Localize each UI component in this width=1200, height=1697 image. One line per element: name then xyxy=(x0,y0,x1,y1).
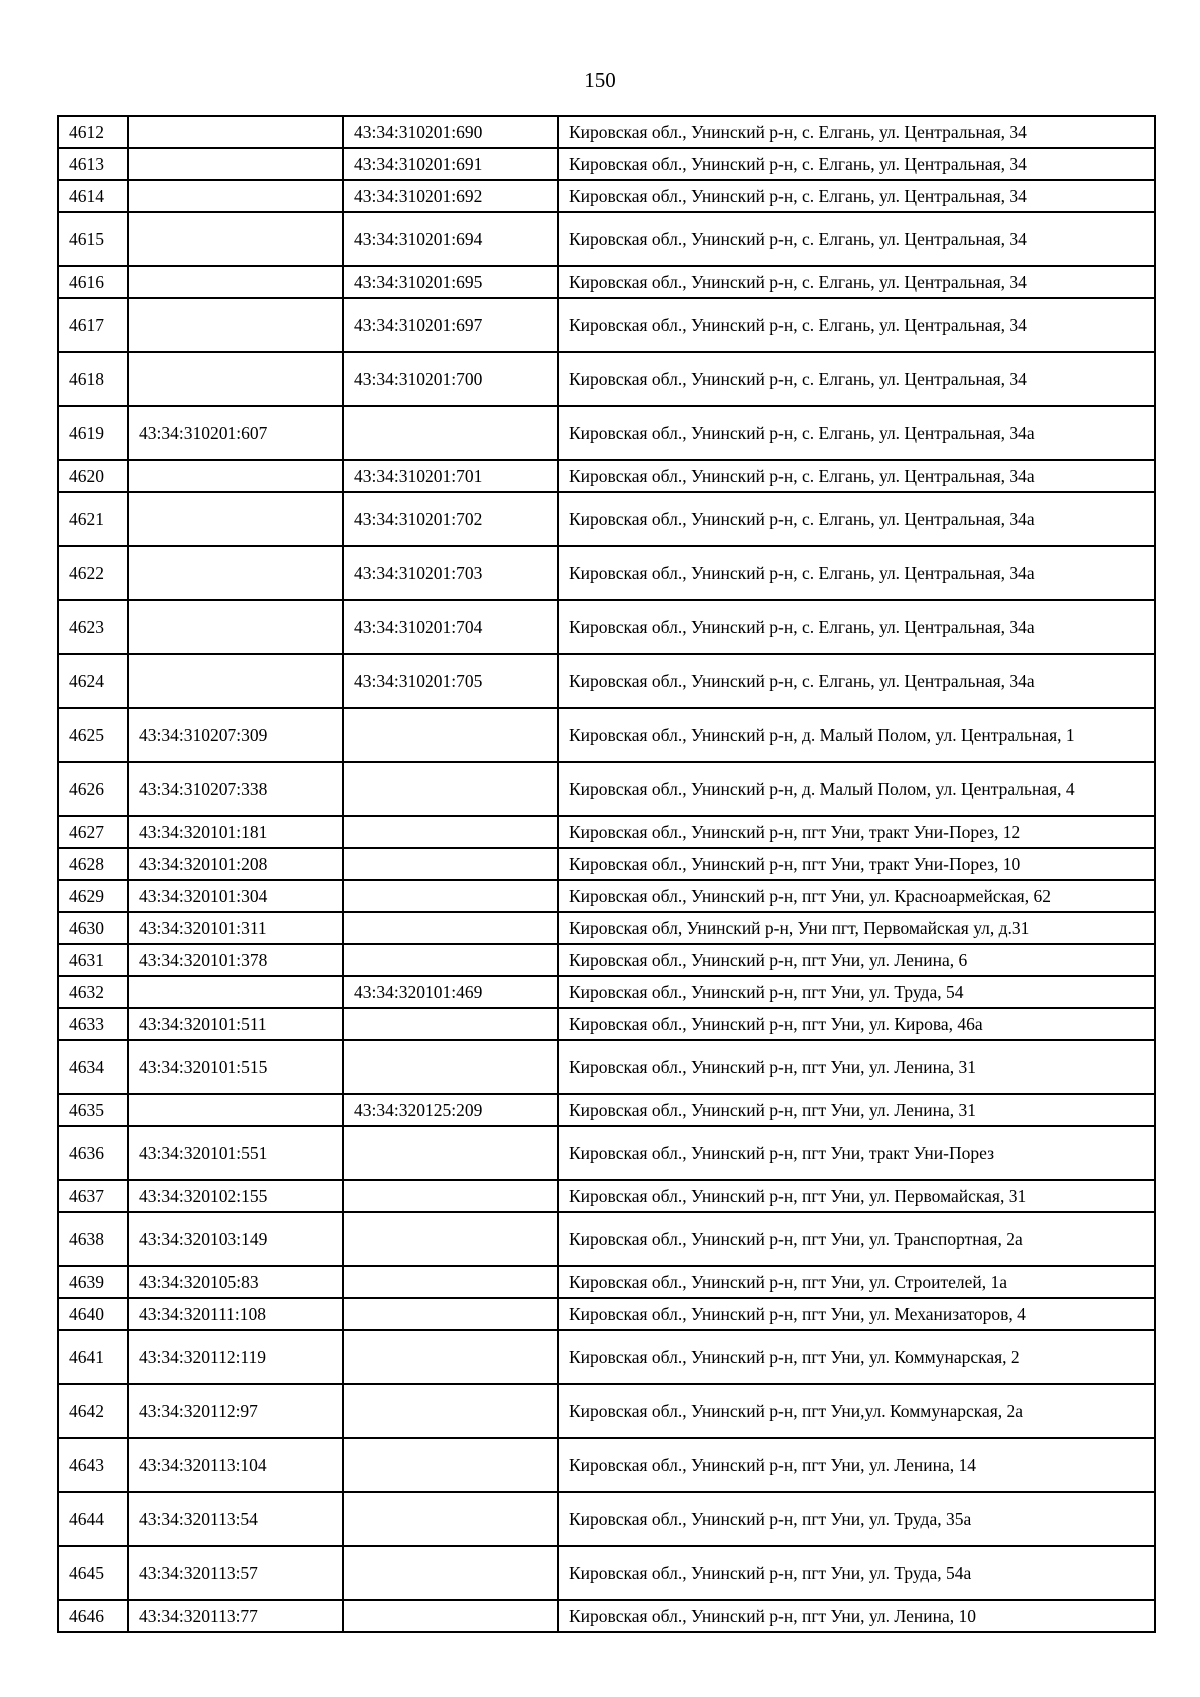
address-cell: Кировская обл., Унинский р-н, пгт Уни, ул. Ленина, 31 xyxy=(558,1094,1155,1126)
cadastral-number-2-cell xyxy=(343,1126,558,1180)
cadastral-number-cell xyxy=(128,654,343,708)
cadastral-number-2-cell: 43:34:310201:705 xyxy=(343,654,558,708)
cadastral-number-2-cell xyxy=(343,1040,558,1094)
cadastral-number-cell: 43:34:320101:304 xyxy=(128,880,343,912)
cadastral-number-2-cell xyxy=(343,1384,558,1438)
row-number-cell: 4614 xyxy=(58,180,128,212)
address-cell: Кировская обл., Унинский р-н, пгт Уни, ул. Ленина, 31 xyxy=(558,1040,1155,1094)
table-row xyxy=(58,460,1155,492)
cadastral-number-cell: 43:34:320113:54 xyxy=(128,1492,343,1546)
cadastral-number-cell xyxy=(128,976,343,1008)
row-number-cell: 4625 xyxy=(58,708,128,762)
cadastral-number-cell: 43:34:320103:149 xyxy=(128,1212,343,1266)
cadastral-number-cell: 43:34:320101:551 xyxy=(128,1126,343,1180)
row-number-cell: 4618 xyxy=(58,352,128,406)
table-row xyxy=(58,976,1155,1008)
cadastral-number-2-cell: 43:34:310201:700 xyxy=(343,352,558,406)
row-number-cell: 4623 xyxy=(58,600,128,654)
cadastral-number-cell: 43:34:320101:181 xyxy=(128,816,343,848)
row-number-cell: 4641 xyxy=(58,1330,128,1384)
address-cell: Кировская обл., Унинский р-н, пгт Уни, ул. Ленина, 10 xyxy=(558,1600,1155,1632)
table-row xyxy=(58,654,1155,708)
table-row xyxy=(58,1600,1155,1632)
cadastral-number-2-cell: 43:34:310201:704 xyxy=(343,600,558,654)
address-cell: Кировская обл., Унинский р-н, с. Елгань, ул. Центральная, 34 xyxy=(558,180,1155,212)
cadastral-number-2-cell: 43:34:310201:702 xyxy=(343,492,558,546)
table-row xyxy=(58,880,1155,912)
table-row xyxy=(58,406,1155,460)
row-number-cell: 4634 xyxy=(58,1040,128,1094)
row-number-cell: 4643 xyxy=(58,1438,128,1492)
cadastral-number-cell: 43:34:320101:311 xyxy=(128,912,343,944)
cadastral-number-cell xyxy=(128,148,343,180)
row-number-cell: 4620 xyxy=(58,460,128,492)
table-row xyxy=(58,1180,1155,1212)
cadastral-number-cell: 43:34:320113:77 xyxy=(128,1600,343,1632)
cadastral-number-cell: 43:34:310201:607 xyxy=(128,406,343,460)
table-row xyxy=(58,212,1155,266)
address-cell: Кировская обл., Унинский р-н, с. Елгань, ул. Центральная, 34а xyxy=(558,600,1155,654)
address-cell: Кировская обл., Унинский р-н, пгт Уни, ул. Кирова, 46а xyxy=(558,1008,1155,1040)
cadastral-number-2-cell xyxy=(343,1546,558,1600)
row-number-cell: 4646 xyxy=(58,1600,128,1632)
row-number-cell: 4626 xyxy=(58,762,128,816)
cadastral-number-2-cell xyxy=(343,848,558,880)
address-cell: Кировская обл., Унинский р-н, пгт Уни,ул. Коммунарская, 2а xyxy=(558,1384,1155,1438)
cadastral-number-2-cell xyxy=(343,912,558,944)
cadastral-number-2-cell: 43:34:310201:694 xyxy=(343,212,558,266)
cadastral-number-2-cell: 43:34:310201:697 xyxy=(343,298,558,352)
row-number-cell: 4636 xyxy=(58,1126,128,1180)
cadastral-number-cell xyxy=(128,266,343,298)
address-cell: Кировская обл., Унинский р-н, с. Елгань, ул. Центральная, 34а xyxy=(558,460,1155,492)
cadastral-number-cell: 43:34:310207:338 xyxy=(128,762,343,816)
cadastral-number-cell: 43:34:320113:57 xyxy=(128,1546,343,1600)
cadastral-number-cell: 43:34:320112:97 xyxy=(128,1384,343,1438)
address-cell: Кировская обл., Унинский р-н, пгт Уни, ул. Коммунарская, 2 xyxy=(558,1330,1155,1384)
cadastral-number-cell: 43:34:320101:208 xyxy=(128,848,343,880)
cadastral-number-2-cell xyxy=(343,1008,558,1040)
row-number-cell: 4630 xyxy=(58,912,128,944)
table-row xyxy=(58,546,1155,600)
row-number-cell: 4615 xyxy=(58,212,128,266)
table-row xyxy=(58,600,1155,654)
row-number-cell: 4638 xyxy=(58,1212,128,1266)
table-row xyxy=(58,1126,1155,1180)
cadastral-number-cell: 43:34:320101:378 xyxy=(128,944,343,976)
cadastral-number-cell xyxy=(128,116,343,148)
cadastral-number-cell xyxy=(128,352,343,406)
cadastral-number-cell xyxy=(128,212,343,266)
cadastral-number-2-cell xyxy=(343,880,558,912)
row-number-cell: 4619 xyxy=(58,406,128,460)
table-row xyxy=(58,848,1155,880)
row-number-cell: 4617 xyxy=(58,298,128,352)
address-cell: Кировская обл., Унинский р-н, пгт Уни, ул. Труда, 54а xyxy=(558,1546,1155,1600)
cadastral-number-2-cell xyxy=(343,816,558,848)
address-cell: Кировская обл, Унинский р-н, Уни пгт, Первомайская ул, д.31 xyxy=(558,912,1155,944)
row-number-cell: 4639 xyxy=(58,1266,128,1298)
cadastral-number-cell: 43:34:320101:511 xyxy=(128,1008,343,1040)
cadastral-number-2-cell xyxy=(343,1298,558,1330)
address-cell: Кировская обл., Унинский р-н, пгт Уни, ул. Транспортная, 2а xyxy=(558,1212,1155,1266)
row-number-cell: 4632 xyxy=(58,976,128,1008)
row-number-cell: 4629 xyxy=(58,880,128,912)
table-row xyxy=(58,1492,1155,1546)
table-row xyxy=(58,1330,1155,1384)
table-row xyxy=(58,762,1155,816)
cadastral-number-2-cell xyxy=(343,944,558,976)
address-cell: Кировская обл., Унинский р-н, с. Елгань, ул. Центральная, 34 xyxy=(558,266,1155,298)
cadastral-number-2-cell xyxy=(343,406,558,460)
cadastral-number-2-cell: 43:34:310201:695 xyxy=(343,266,558,298)
address-cell: Кировская обл., Унинский р-н, д. Малый Полом, ул. Центральная, 1 xyxy=(558,708,1155,762)
cadastral-number-cell xyxy=(128,1094,343,1126)
table-row xyxy=(58,708,1155,762)
table-row xyxy=(58,1546,1155,1600)
row-number-cell: 4637 xyxy=(58,1180,128,1212)
address-cell: Кировская обл., Унинский р-н, д. Малый Полом, ул. Центральная, 4 xyxy=(558,762,1155,816)
cadastral-number-cell: 43:34:320111:108 xyxy=(128,1298,343,1330)
cadastral-number-cell xyxy=(128,298,343,352)
address-cell: Кировская обл., Унинский р-н, пгт Уни, ул. Первомайская, 31 xyxy=(558,1180,1155,1212)
table-row xyxy=(58,1008,1155,1040)
cadastral-number-2-cell xyxy=(343,1330,558,1384)
address-cell: Кировская обл., Унинский р-н, пгт Уни, ул. Механизаторов, 4 xyxy=(558,1298,1155,1330)
cadastral-number-2-cell xyxy=(343,1438,558,1492)
address-cell: Кировская обл., Унинский р-н, пгт Уни, ул. Ленина, 14 xyxy=(558,1438,1155,1492)
row-number-cell: 4622 xyxy=(58,546,128,600)
cadastral-number-cell xyxy=(128,492,343,546)
cadastral-number-2-cell: 43:34:320125:209 xyxy=(343,1094,558,1126)
cadastral-number-2-cell: 43:34:310201:691 xyxy=(343,148,558,180)
table-row xyxy=(58,944,1155,976)
address-cell: Кировская обл., Унинский р-н, с. Елгань, ул. Центральная, 34 xyxy=(558,352,1155,406)
table-row xyxy=(58,298,1155,352)
page-number: 150 xyxy=(584,68,616,92)
address-cell: Кировская обл., Унинский р-н, пгт Уни, тракт Уни-Порез, 10 xyxy=(558,848,1155,880)
address-cell: Кировская обл., Унинский р-н, пгт Уни, ул. Строителей, 1а xyxy=(558,1266,1155,1298)
row-number-cell: 4612 xyxy=(58,116,128,148)
address-cell: Кировская обл., Унинский р-н, пгт Уни, тракт Уни-Порез, 12 xyxy=(558,816,1155,848)
address-cell: Кировская обл., Унинский р-н, пгт Уни, ул. Труда, 54 xyxy=(558,976,1155,1008)
table-row xyxy=(58,492,1155,546)
address-cell: Кировская обл., Унинский р-н, с. Елгань, ул. Центральная, 34 xyxy=(558,116,1155,148)
row-number-cell: 4628 xyxy=(58,848,128,880)
table-row xyxy=(58,816,1155,848)
cadastral-number-2-cell xyxy=(343,1266,558,1298)
cadastral-number-2-cell xyxy=(343,1180,558,1212)
address-cell: Кировская обл., Унинский р-н, с. Елгань, ул. Центральная, 34 xyxy=(558,148,1155,180)
table-row xyxy=(58,148,1155,180)
cadastral-number-2-cell: 43:34:320101:469 xyxy=(343,976,558,1008)
address-cell: Кировская обл., Унинский р-н, с. Елгань, ул. Центральная, 34 xyxy=(558,298,1155,352)
address-cell: Кировская обл., Унинский р-н, пгт Уни, ул. Труда, 35а xyxy=(558,1492,1155,1546)
address-cell: Кировская обл., Унинский р-н, пгт Уни, ул. Ленина, 6 xyxy=(558,944,1155,976)
table-row xyxy=(58,912,1155,944)
cadastral-number-cell xyxy=(128,460,343,492)
table-row xyxy=(58,352,1155,406)
cadastral-number-cell xyxy=(128,180,343,212)
row-number-cell: 4640 xyxy=(58,1298,128,1330)
row-number-cell: 4627 xyxy=(58,816,128,848)
row-number-cell: 4621 xyxy=(58,492,128,546)
table-row xyxy=(58,1212,1155,1266)
row-number-cell: 4613 xyxy=(58,148,128,180)
address-cell: Кировская обл., Унинский р-н, с. Елгань, ул. Центральная, 34а xyxy=(558,406,1155,460)
cadastral-number-cell: 43:34:320101:515 xyxy=(128,1040,343,1094)
cadastral-number-cell: 43:34:310207:309 xyxy=(128,708,343,762)
address-cell: Кировская обл., Унинский р-н, пгт Уни, ул. Красноармейская, 62 xyxy=(558,880,1155,912)
address-cell: Кировская обл., Унинский р-н, с. Елгань, ул. Центральная, 34а xyxy=(558,546,1155,600)
address-cell: Кировская обл., Унинский р-н, с. Елгань, ул. Центральная, 34 xyxy=(558,212,1155,266)
cadastral-number-cell xyxy=(128,600,343,654)
table-row xyxy=(58,1094,1155,1126)
cadastral-number-2-cell xyxy=(343,708,558,762)
cadastral-number-cell: 43:34:320112:119 xyxy=(128,1330,343,1384)
table-row xyxy=(58,266,1155,298)
row-number-cell: 4631 xyxy=(58,944,128,976)
address-cell: Кировская обл., Унинский р-н, с. Елгань, ул. Центральная, 34а xyxy=(558,654,1155,708)
cadastral-number-2-cell: 43:34:310201:703 xyxy=(343,546,558,600)
table-row xyxy=(58,180,1155,212)
address-cell: Кировская обл., Унинский р-н, пгт Уни, тракт Уни-Порез xyxy=(558,1126,1155,1180)
cadastral-number-2-cell xyxy=(343,1600,558,1632)
row-number-cell: 4624 xyxy=(58,654,128,708)
cadastral-number-cell: 43:34:320102:155 xyxy=(128,1180,343,1212)
row-number-cell: 4633 xyxy=(58,1008,128,1040)
cadastral-number-2-cell: 43:34:310201:690 xyxy=(343,116,558,148)
cadastral-number-cell: 43:34:320105:83 xyxy=(128,1266,343,1298)
cadastral-number-2-cell: 43:34:310201:701 xyxy=(343,460,558,492)
table-row xyxy=(58,116,1155,148)
table-row xyxy=(58,1438,1155,1492)
row-number-cell: 4642 xyxy=(58,1384,128,1438)
row-number-cell: 4644 xyxy=(58,1492,128,1546)
cadastral-number-2-cell xyxy=(343,762,558,816)
cadastral-number-2-cell: 43:34:310201:692 xyxy=(343,180,558,212)
cadastral-number-cell xyxy=(128,546,343,600)
property-table xyxy=(57,115,1156,1633)
cadastral-number-2-cell xyxy=(343,1212,558,1266)
table-row xyxy=(58,1266,1155,1298)
row-number-cell: 4635 xyxy=(58,1094,128,1126)
table-row xyxy=(58,1040,1155,1094)
cadastral-number-cell: 43:34:320113:104 xyxy=(128,1438,343,1492)
address-cell: Кировская обл., Унинский р-н, с. Елгань, ул. Центральная, 34а xyxy=(558,492,1155,546)
table-row xyxy=(58,1384,1155,1438)
row-number-cell: 4616 xyxy=(58,266,128,298)
cadastral-number-2-cell xyxy=(343,1492,558,1546)
table-row xyxy=(58,1298,1155,1330)
row-number-cell: 4645 xyxy=(58,1546,128,1600)
